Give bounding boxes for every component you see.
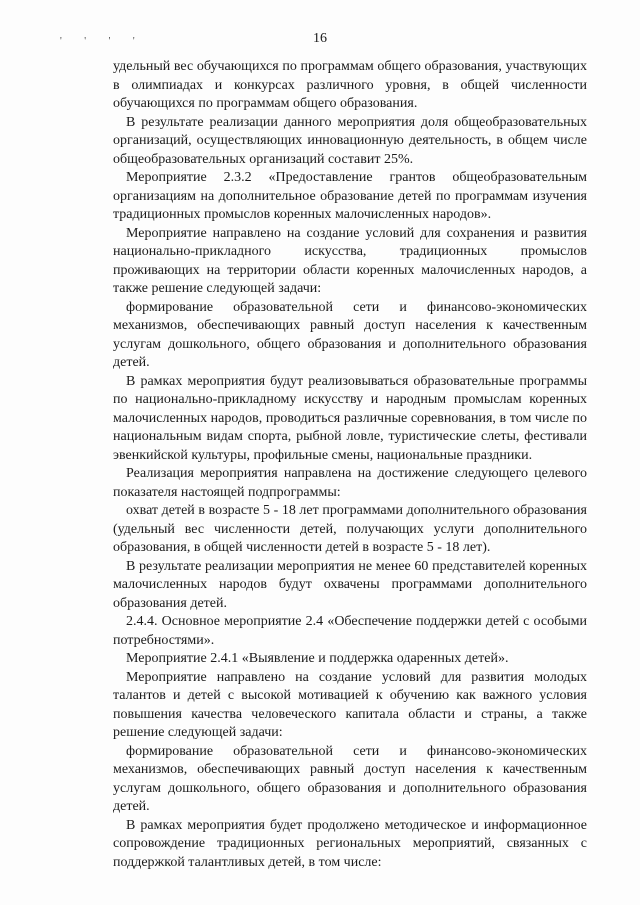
paragraph: охват детей в возрасте 5 - 18 лет программами дополнительного образования (удельный вес численности детей, получающих услуги дополнительного образования, в общей численности детей в возрасте 5 - 18 лет). [113,503,587,555]
paragraph: формирование образовательной сети и финансово-экономических механизмов, обеспечивающих равный доступ населения к качественным услугам дошкольного, общего образования и дополнительного образования детей. [113,743,587,814]
paragraph: Мероприятие 2.4.1 «Выявление и поддержка одаренных детей». [126,651,509,666]
paragraph: Мероприятие направлено на создание условий для развития молодых талантов и детей с высокой мотивацией к обучению как важного условия повышения качества человеческого капитала области и страны, а также решение следующей задачи: [113,669,587,740]
paragraph: формирование образовательной сети и финансово-экономических механизмов, обеспечивающих равный доступ населения к качественным услугам дошкольного, общего образования и дополнительного образования детей. [113,299,587,370]
document-body [113,58,587,872]
scan-marks: ' ' ' ' [60,36,145,47]
paragraph: В результате реализации мероприятия не менее 60 представителей коренных малочисленных народов будут охвачены программами дополнительного образования детей. [113,558,587,611]
paragraph: В рамках мероприятия будут реализовываться образовательные программы по национально-прикладному искусству и народным промыслам коренных малочисленных народов, проводиться различные соревнования, в том числе по национальным видам спорта, рыбной ловле, туристические слеты, фестивали эвенкийской культуры, профильные смены, национальные праздники. [113,373,587,463]
paragraph: В рамках мероприятия будет продолжено методическое и информационное сопровождение традиционных региональных мероприятий, связанных с поддержкой талантливых детей, в том числе: [113,817,587,870]
paragraph: 2.4.4. Основное мероприятие 2.4 «Обеспечение поддержки детей с особыми потребностями». [113,614,587,648]
paragraph: В результате реализации данного мероприятия доля общеобразовательных организаций, осуществляющих инновационную деятельность, в общем числе общеобразовательных организаций составит 25%. [113,114,587,167]
paragraph: Мероприятие 2.3.2 «Предоставление грантов общеобразовательным организациям на дополнительное образование детей по программам изучения традиционных промыслов коренных малочисленных народов». [113,170,587,222]
paragraph: удельный вес обучающихся по программам общего образования, участвующих в олимпиадах и конкурсах различного уровня, в общей численности обучающихся по программам общего образования. [113,59,587,111]
paragraph: Мероприятие направлено на создание условий для сохранения и развития национально-прикладного искусства, традиционных промыслов проживающих на территории области коренных малочисленных народов, а также решение следующей задачи: [113,225,587,296]
page-number: 16 [313,31,327,46]
paragraph: Реализация мероприятия направлена на достижение следующего целевого показателя настоящей подпрограммы: [113,466,587,500]
